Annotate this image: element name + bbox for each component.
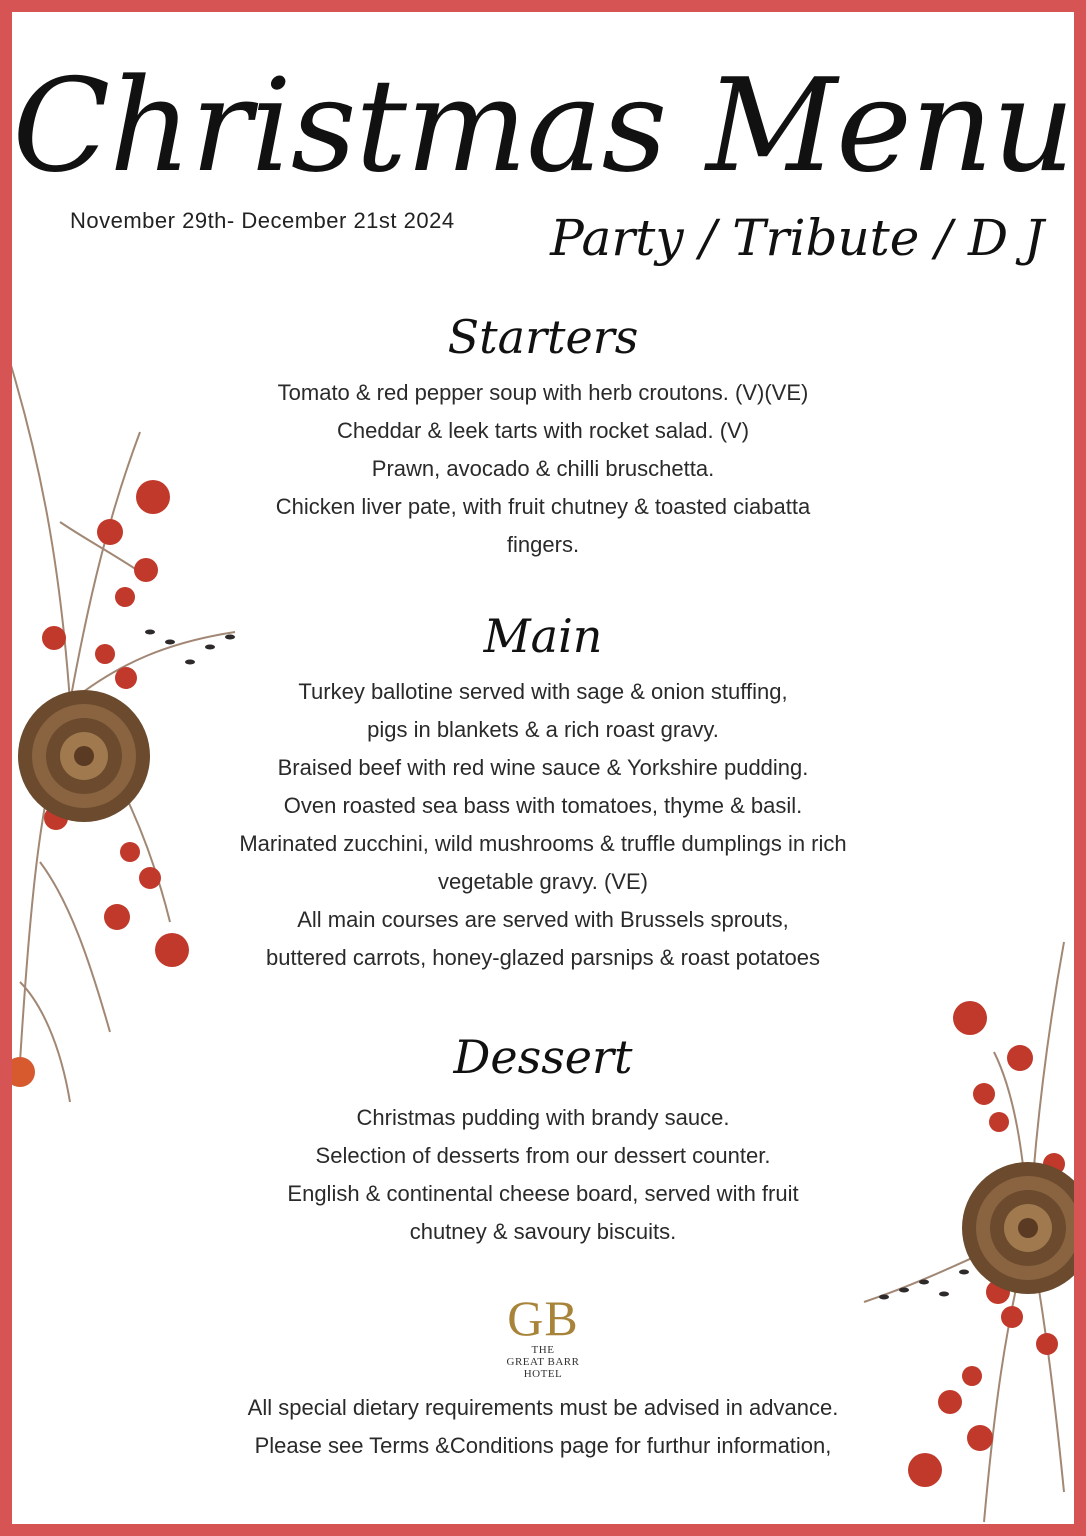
list-item: Christmas pudding with brandy sauce. [356,1105,730,1130]
starters-list [172,374,914,564]
list-item: Braised beef with red wine sauce & Yorkshire pudding. [277,755,809,780]
list-item: English & continental cheese board, served with fruit [287,1181,799,1206]
list-item: Selection of desserts from our dessert counter. [315,1143,771,1168]
list-item: Marinated zucchini, wild mushrooms & truffle dumplings in rich [239,831,847,856]
section-title-main: Main [483,609,603,663]
footer-line: Please see Terms &Conditions page for furthur information, [254,1433,832,1458]
list-item: All main courses are served with Brussels sprouts, [297,907,789,932]
list-item: Turkey ballotine served with sage & onion stuffing, [298,679,788,704]
logo-line-3: HOTEL [523,1368,563,1380]
main-list [172,673,914,977]
list-item: pigs in blankets & a rich roast gravy. [367,717,719,742]
menu-page [12,12,1074,1524]
list-item: Oven roasted sea bass with tomatoes, thyme & basil. [283,793,803,818]
list-item: buttered carrots, honey-glazed parsnips & roast potatoes [266,945,820,970]
logo-line-1: THE [531,1344,555,1356]
list-item: Chicken liver pate, with fruit chutney & toasted ciabatta [275,494,811,519]
date-range: November 29th- December 21st 2024 [70,208,455,233]
logo-mark: GB [507,1290,579,1346]
hotel-logo [473,1292,613,1380]
footer-notes [172,1389,914,1465]
list-item: Tomato & red pepper soup with herb croutons. (V)(VE) [277,380,809,405]
section-title-dessert: Dessert [453,1030,633,1084]
menu-title: Christmas Menu [12,52,1074,201]
list-item: fingers. [506,532,580,557]
list-item: vegetable gravy. (VE) [438,869,648,894]
section-title-starters: Starters [447,310,639,364]
list-item: chutney & savoury biscuits. [409,1219,677,1244]
footer-line: All special dietary requirements must be advised in advance. [247,1395,839,1420]
dessert-list [172,1099,914,1251]
list-item: Cheddar & leek tarts with rocket salad. (V) [336,418,750,443]
logo-line-2: GREAT BARR [506,1356,580,1368]
list-item: Prawn, avocado & chilli bruschetta. [371,456,715,481]
event-types: Party / Tribute / D J [550,209,1044,267]
